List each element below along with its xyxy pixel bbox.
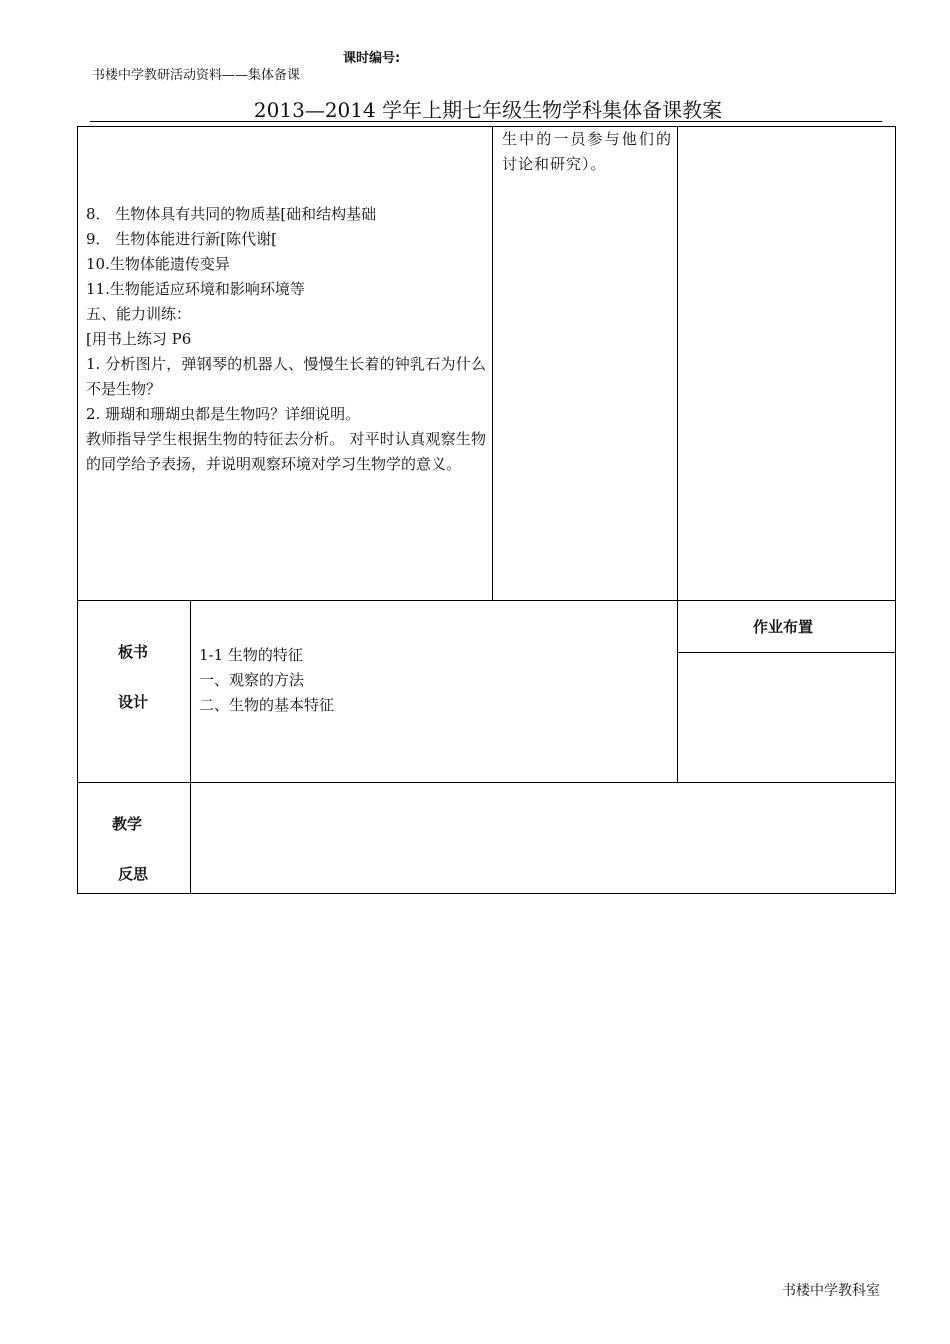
exercise-question-2: 2. 珊瑚和珊瑚虫都是生物吗？详细说明。 (86, 405, 361, 423)
table-border-left (77, 126, 78, 894)
board-line: 1-1 生物的特征 (199, 646, 303, 664)
table-divider-board (77, 782, 896, 783)
table-divider-homework (677, 652, 896, 653)
process-line: 8． 生物体具有共同的物质基[础和结构基础 (86, 205, 377, 223)
process-line: 五、能力训练： (86, 305, 192, 323)
lesson-number-label: 课时编号: (343, 51, 401, 66)
table-col-divider-1 (492, 126, 493, 601)
reflection-label-2: 反思 (118, 865, 149, 883)
teacher-guidance: 教师指导学生根据生物的特征去分析。 对平时认真观察生物的同学给予表扬，并说明观察环境对学习生物学的意义。 (86, 430, 486, 473)
process-line: 11.生物能适应环境和影响环境等 (86, 280, 305, 298)
header-caption: 书楼中学教研活动资料——集体备课 (92, 68, 301, 83)
board-design-label-2: 设计 (118, 693, 149, 711)
homework-label: 作业布置 (753, 618, 814, 636)
process-line: [用书上练习 P6 (86, 330, 192, 348)
table-divider-main (77, 600, 896, 601)
title-underline (90, 121, 882, 122)
table-border-top (77, 126, 896, 127)
teaching-process-cell (86, 202, 486, 477)
student-activity-cell: 生中的一员参与他们的讨论和研究）。 (502, 130, 672, 173)
footer-text: 书楼中学教科室 (782, 1283, 880, 1299)
table-border-bottom (77, 893, 896, 894)
table-col-divider-2 (677, 126, 678, 783)
process-line: 10.生物体能遗传变异 (86, 255, 230, 273)
reflection-label-1: 教学 (112, 815, 143, 833)
process-line: 9． 生物体能进行新[陈代谢[ (86, 230, 278, 248)
board-design-content (199, 643, 334, 718)
board-line: 二、生物的基本特征 (199, 696, 335, 714)
table-label-divider (190, 600, 191, 894)
table-border-right (895, 126, 896, 894)
board-line: 一、观察的方法 (199, 671, 305, 689)
document-title: 2013—2014 学年上期七年级生物学科集体备课教案 (253, 98, 723, 122)
board-design-label-1: 板书 (118, 643, 149, 661)
exercise-question-1: 1. 分析图片，弹钢琴的机器人、慢慢生长着的钟乳石为什么不是生物？ (86, 355, 486, 398)
